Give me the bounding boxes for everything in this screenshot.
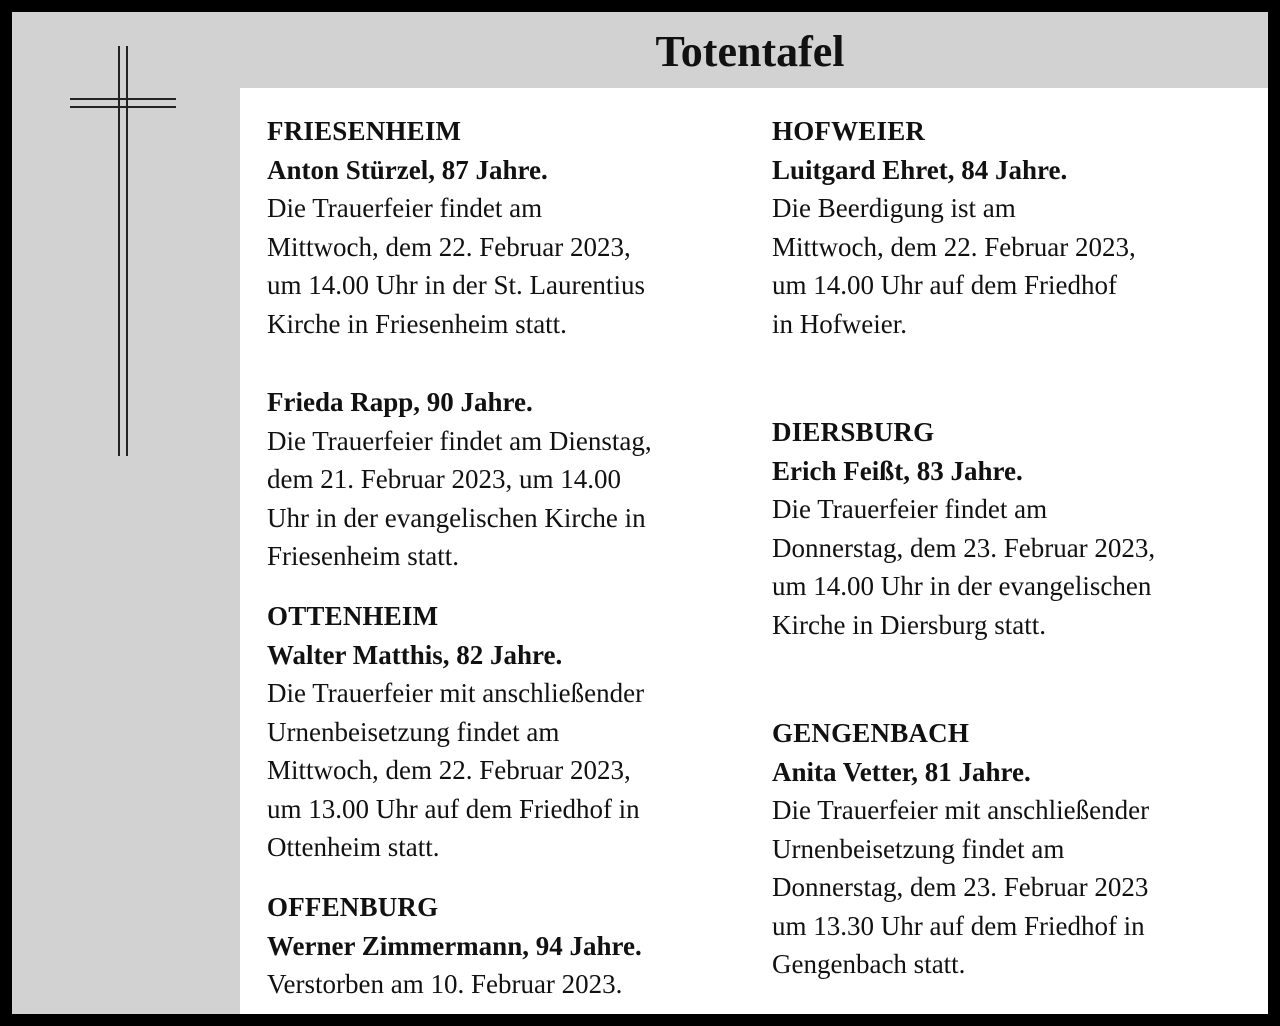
obituary-entry-offenburg: [267, 888, 642, 1004]
entry-text: Die Trauerfeier findet am Mittwoch, dem 22. Februar 2023, um 14.00 Uhr in der St. Laurentius Kirche in Friesenheim statt.: [267, 193, 645, 339]
obituary-entry-friesenheim-stuerzel: [267, 112, 645, 343]
entry-name: Anita Vetter, 81 Jahre.: [772, 756, 1031, 787]
obituary-entry-gengenbach: [772, 714, 1149, 984]
entry-name: Luitgard Ehret, 84 Jahre.: [772, 154, 1068, 185]
obituary-entry-friesenheim-rapp: [267, 383, 652, 576]
entry-text: Die Trauerfeier mit anschließender Urnenbeisetzung findet am Mittwoch, dem 22. Februar 2023, um 13.00 Uhr auf dem Friedhof in Ottenheim statt.: [267, 678, 645, 862]
entry-place: HOFWEIER: [772, 116, 926, 146]
cross-icon: [70, 46, 176, 456]
obituary-entry-hofweier: [772, 112, 1136, 343]
entry-text: Die Beerdigung ist am Mittwoch, dem 22. Februar 2023, um 14.00 Uhr auf dem Friedhof in Hofweier.: [772, 193, 1136, 339]
obituary-entry-ottenheim: [267, 597, 644, 867]
entry-name: Werner Zimmermann, 94 Jahre.: [267, 930, 642, 961]
entry-place: OTTENHEIM: [267, 601, 439, 631]
entry-place: DIERSBURG: [772, 417, 935, 447]
entry-text: Die Trauerfeier mit anschließender Urnenbeisetzung findet am Donnerstag, dem 23. Februar 2023 um 13.30 Uhr auf dem Friedhof in Gengenbach statt.: [772, 795, 1150, 979]
entry-name: Anton Stürzel, 87 Jahre.: [267, 154, 548, 185]
obituary-panel: [240, 88, 1268, 1014]
page-title: Totentafel: [655, 27, 845, 76]
entry-text: Die Trauerfeier findet am Dienstag, dem 21. Februar 2023, um 14.00 Uhr in der evangelischen Kirche in Friesenheim statt.: [267, 425, 652, 571]
entry-place: GENGENBACH: [772, 718, 970, 748]
entry-text: Verstorben am 10. Februar 2023.: [267, 969, 623, 999]
entry-place: FRIESENHEIM: [267, 116, 462, 146]
obituary-board: [12, 12, 1268, 1014]
entry-name: Frieda Rapp, 90 Jahre.: [267, 387, 533, 417]
entry-name: Erich Feißt, 83 Jahre.: [772, 455, 1023, 486]
entry-name: Walter Matthis, 82 Jahre.: [267, 639, 563, 670]
entry-place: OFFENBURG: [267, 892, 439, 922]
entry-text: Die Trauerfeier findet am Donnerstag, dem 23. Februar 2023, um 14.00 Uhr in der evangelischen Kirche in Diersburg statt.: [772, 494, 1156, 640]
obituary-entry-diersburg: [772, 413, 1155, 644]
